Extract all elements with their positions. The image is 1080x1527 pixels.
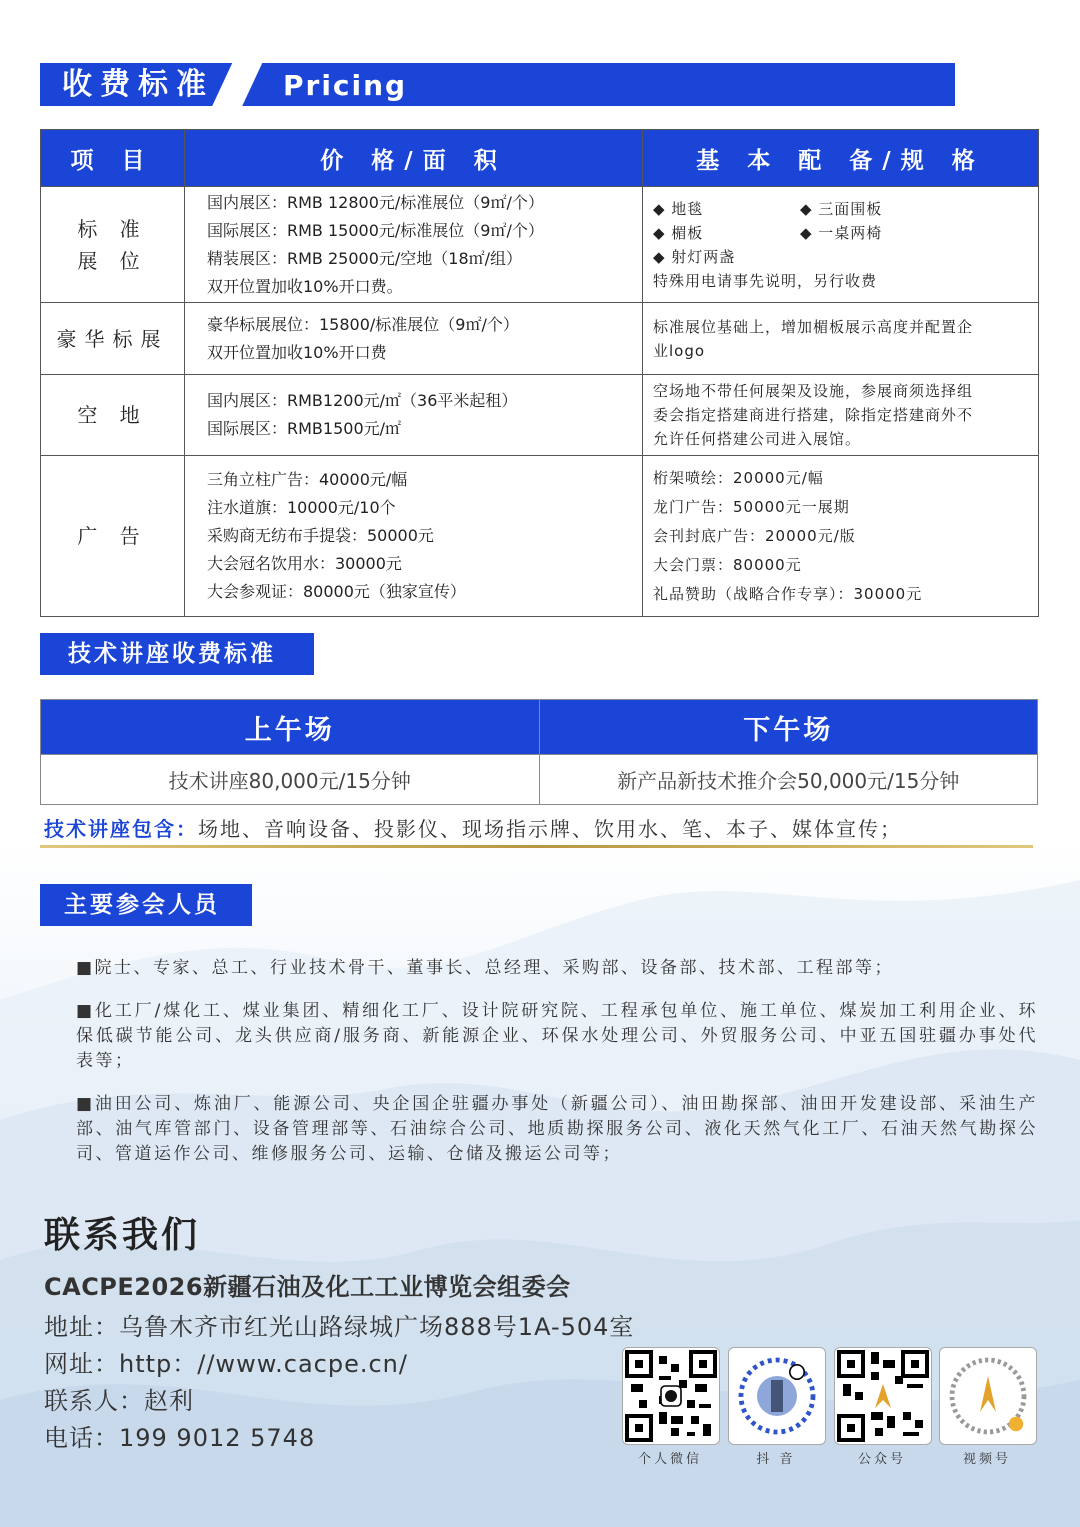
contact-website[interactable]: 网址：http：//www.cacpe.cn/ <box>44 1350 408 1378</box>
price-line: 大会冠名饮用水：30000元 <box>207 554 402 573</box>
video-account-qr[interactable] <box>939 1347 1037 1445</box>
official-account-qr[interactable] <box>834 1347 932 1445</box>
pricing-title-cn: 收费标准 <box>62 67 214 102</box>
row-spec <box>643 187 1039 303</box>
row-item-raw-space: 空 地 <box>41 375 185 456</box>
contact-address: 地址：乌鲁木齐市红光山路绿城广场888号1A-504室 <box>44 1313 635 1341</box>
spec-line: 标准展位基础上，增加楣板展示高度并配置企 <box>653 317 974 336</box>
price-line: 国际展区：RMB 15000元/标准展位（9㎡/个） <box>207 220 544 240</box>
pricing-table-header <box>41 130 1039 187</box>
wechat-personal-qr[interactable] <box>622 1347 720 1445</box>
qr-label-official-account: 公众号 <box>857 1452 906 1467</box>
row-price <box>185 375 643 456</box>
spec-line: 礼品赞助（战略合作专享）：30000元 <box>653 584 923 603</box>
list-item: ■院士、专家、总工、行业技术骨干、董事长、总经理、采购部、设备部、技术部、工程部等； <box>76 958 895 978</box>
qr-code-icon <box>623 1348 719 1444</box>
spec-line: 会刊封底广告：20000元/版 <box>653 526 856 545</box>
douyin-qr[interactable] <box>728 1347 826 1445</box>
contact-title: 联系我们 <box>44 1215 201 1256</box>
qr-label-douyin: 抖 音 <box>756 1452 796 1467</box>
contact-person: 联系人：赵利 <box>44 1387 194 1415</box>
col-header-item: 项 目 <box>41 130 185 187</box>
item-line: 标 准 <box>77 216 148 241</box>
spec-item: ◆ 三面围板 <box>800 199 883 218</box>
lecture-section-title: 技术讲座收费标准 <box>40 633 314 675</box>
qr-label-video-account: 视频号 <box>962 1452 1011 1467</box>
contact-organizer: CACPE2026新疆石油及化工工业博览会组委会 <box>44 1273 571 1301</box>
lecture-afternoon-price: 新产品新技术推介会50,000元/15分钟 <box>539 755 1038 805</box>
spec-line: 大会门票：80000元 <box>653 555 802 574</box>
list-item: ■油田公司、炼油厂、能源公司、央企国企驻疆办事处（新疆公司）、油田勘探部、油田开发建设部、采油生产部、油气库管部门、设备管理部等、石油综合公司、地质勘探服务公司、液化天然气化工厂、石油天然气勘探公司、管道运作公司、维修服务公司、运输、仓储及搬运公司等； <box>76 1094 1038 1164</box>
pricing-title-en: Pricing <box>283 69 408 102</box>
col-header-spec: 基 本 配 备/规 格 <box>643 130 1039 187</box>
table-row <box>41 187 1039 303</box>
includes-label: 技术讲座包含： <box>44 817 198 841</box>
price-line: 精装展区：RMB 25000元/空地（18㎡/组） <box>207 248 523 268</box>
spec-item: ◆ 地毯 <box>653 199 704 218</box>
lecture-table <box>40 699 1038 805</box>
qr-code-icon <box>835 1348 931 1444</box>
price-line: 国内展区：RMB 12800元/标准展位（9㎡/个） <box>207 192 544 212</box>
price-line: 国内展区：RMB1200元/㎡（36平米起租） <box>207 391 518 410</box>
video-account-qr-icon <box>940 1348 1036 1444</box>
price-line: 豪华标展展位：15800/标准展位（9㎡/个） <box>207 314 519 334</box>
includes-text: 场地、音响设备、投影仪、现场指示牌、饮用水、笔、本子、媒体宣传； <box>198 817 902 841</box>
price-line: 三角立柱广告：40000元/幅 <box>207 470 408 489</box>
row-spec <box>643 303 1039 375</box>
table-row <box>41 375 1039 456</box>
qr-label-wechat: 个人微信 <box>637 1452 702 1467</box>
row-item-advertising: 广 告 <box>41 456 185 617</box>
row-price <box>185 303 643 375</box>
spec-line: 龙门广告：50000元一展期 <box>653 497 850 516</box>
spec-note: 特殊用电请事先说明，另行收费 <box>653 271 878 290</box>
price-line: 双开位置加收10%开口费。 <box>207 276 403 296</box>
spec-item: ◆ 射灯两盏 <box>653 247 736 266</box>
spec-grid <box>653 197 1028 269</box>
row-item-standard-booth <box>41 187 185 303</box>
spec-line: 空场地不带任何展架及设施，参展商须选择组 <box>653 382 974 400</box>
gold-divider <box>40 845 1033 848</box>
lecture-includes <box>44 814 902 844</box>
attendees-list <box>76 956 1038 1185</box>
row-spec <box>643 456 1039 617</box>
attendees-section-title: 主要参会人员 <box>40 884 252 926</box>
row-item-deluxe-booth: 豪华标展 <box>41 303 185 375</box>
table-row <box>41 456 1039 617</box>
list-item: ■化工厂/煤化工、煤业集团、精细化工厂、设计院研究院、工程承包单位、施工单位、煤炭加工利用企业、环保低碳节能公司、龙头供应商/服务商、新能源企业、环保水处理公司、外贸服务公司、中亚五国驻疆办事处代表等； <box>76 1001 1038 1071</box>
spec-item: ◆ 楣板 <box>653 223 704 242</box>
lecture-col-morning: 上午场 <box>41 700 540 755</box>
price-line: 采购商无纺布手提袋：50000元 <box>207 526 434 545</box>
row-spec <box>643 375 1039 456</box>
douyin-qr-icon <box>729 1348 825 1444</box>
row-price <box>185 456 643 617</box>
spec-item: ◆ 一桌两椅 <box>800 223 883 242</box>
pricing-table <box>40 129 1039 617</box>
item-line: 展 位 <box>77 248 148 273</box>
lecture-col-afternoon: 下午场 <box>539 700 1038 755</box>
spec-line: 委会指定搭建商进行搭建，除指定搭建商外不 <box>653 406 974 424</box>
row-price <box>185 187 643 303</box>
spec-item <box>800 245 1028 269</box>
price-line: 双开位置加收10%开口费 <box>207 342 387 362</box>
contact-phone: 电话：199 9012 5748 <box>44 1424 316 1452</box>
table-row <box>41 303 1039 375</box>
spec-line: 允许任何搭建公司进入展馆。 <box>653 430 862 448</box>
col-header-price: 价 格/面 积 <box>185 130 643 187</box>
lecture-morning-price: 技术讲座80,000元/15分钟 <box>41 755 540 805</box>
price-line: 国际展区：RMB1500元/㎡ <box>207 419 402 438</box>
spec-line: 业logo <box>653 341 706 360</box>
spec-line: 桁架喷绘：20000元/幅 <box>653 468 824 487</box>
price-line: 大会参观证：80000元（独家宣传） <box>207 582 466 601</box>
price-line: 注水道旗：10000元/10个 <box>207 498 396 517</box>
